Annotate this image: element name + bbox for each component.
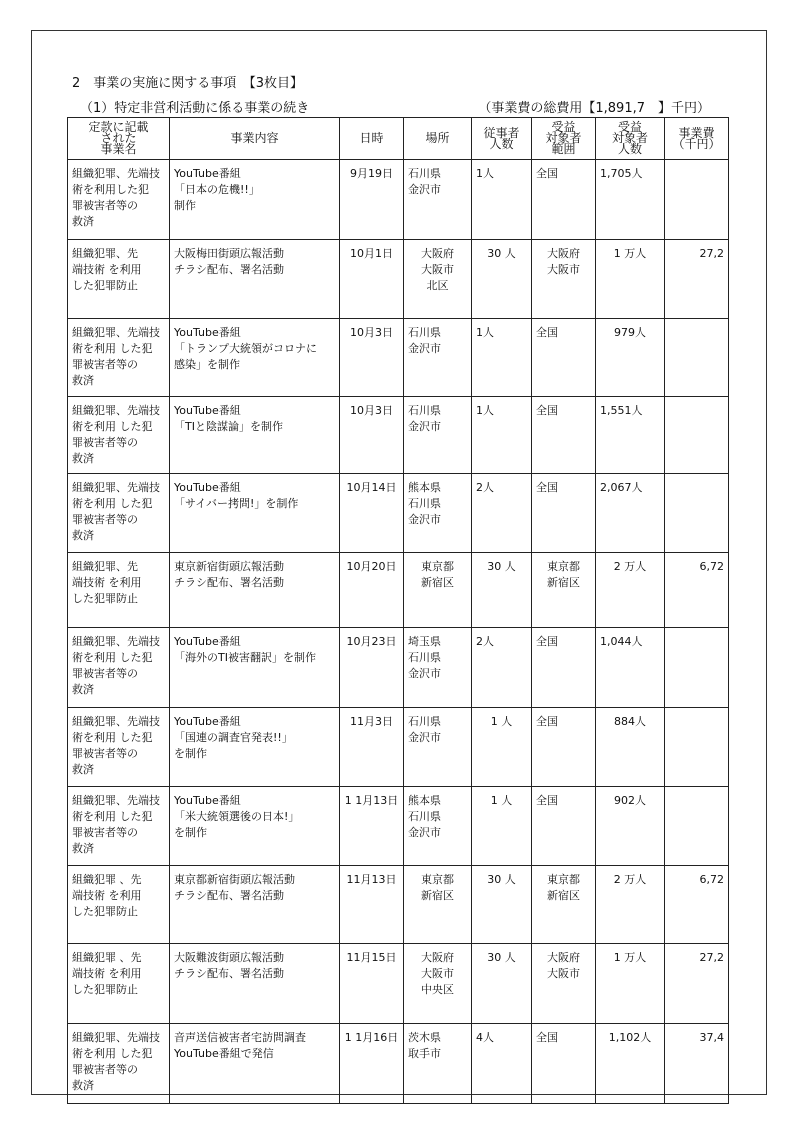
cell-date: 9月19日 xyxy=(340,160,404,240)
cell-place: 大阪府 大阪市 北区 xyxy=(404,240,472,319)
cell-staff: 30 人 xyxy=(472,240,532,319)
cell-staff: 1人 xyxy=(472,319,532,397)
cell-scope: 全国 xyxy=(532,160,596,240)
cell-date: 10月3日 xyxy=(340,397,404,474)
cell-count: 1,102人 xyxy=(596,1024,665,1104)
header-beneficiary-count: 受益 対象者 人数 xyxy=(596,118,665,160)
cell-place: 石川県 金沢市 xyxy=(404,397,472,474)
cell-project-name: 組織犯罪、先端技 術を利用 した犯 罪被害者等の 救済 xyxy=(68,787,170,866)
cell-cost: 6,72 xyxy=(665,553,729,628)
cell-scope: 大阪府 大阪市 xyxy=(532,240,596,319)
table-row xyxy=(68,866,729,944)
cell-cost xyxy=(665,397,729,474)
cell-scope: 全国 xyxy=(532,708,596,787)
cell-date: 1 1月16日 xyxy=(340,1024,404,1104)
cell-date: 1 1月13日 xyxy=(340,787,404,866)
header-date: 日時 xyxy=(340,118,404,160)
cell-count: 979人 xyxy=(596,319,665,397)
cell-staff: 30 人 xyxy=(472,866,532,944)
section-title: 2 事業の実施に関する事項 【3枚目】 xyxy=(72,76,304,91)
table-row xyxy=(68,319,729,397)
table-row xyxy=(68,628,729,708)
cell-place: 茨木県 取手市 xyxy=(404,1024,472,1104)
cell-staff: 30 人 xyxy=(472,553,532,628)
cell-content: YouTube番組 「国連の調査官発表!!」 を制作 xyxy=(170,708,340,787)
cell-count: 1,551人 xyxy=(596,397,665,474)
cell-date: 10月20日 xyxy=(340,553,404,628)
activity-table xyxy=(67,117,729,1104)
cell-count: 1,044人 xyxy=(596,628,665,708)
table-row xyxy=(68,708,729,787)
header-project-name: 定款に記載 された 事業名 xyxy=(68,118,170,160)
cell-date: 11月15日 xyxy=(340,944,404,1024)
cell-content: YouTube番組 「米大統領選後の日本!」 を制作 xyxy=(170,787,340,866)
cell-staff: 1 人 xyxy=(472,708,532,787)
cell-scope: 東京都 新宿区 xyxy=(532,866,596,944)
section-subtitle: （1）特定非営利活動に係る事業の続き xyxy=(80,101,310,116)
table-row xyxy=(68,397,729,474)
table-row xyxy=(68,944,729,1024)
cell-content: YouTube番組 「TIと陰謀論」を制作 xyxy=(170,397,340,474)
table-row xyxy=(68,240,729,319)
cell-content: YouTube番組 「海外のTI被害翻訳」を制作 xyxy=(170,628,340,708)
cell-cost: 37,4 xyxy=(665,1024,729,1104)
cell-place: 東京都 新宿区 xyxy=(404,553,472,628)
cell-content: YouTube番組 「サイバー拷問!」を制作 xyxy=(170,474,340,553)
table-row xyxy=(68,1024,729,1104)
cell-project-name: 組織犯罪、先端技 術を利用 した犯 罪被害者等の 救済 xyxy=(68,628,170,708)
cell-staff: 4人 xyxy=(472,1024,532,1104)
cell-project-name: 組織犯罪、先端技 術を利用 した犯 罪被害者等の 救済 xyxy=(68,474,170,553)
cell-content: 東京新宿街頭広報活動 チラシ配布、署名活動 xyxy=(170,553,340,628)
cell-scope: 全国 xyxy=(532,787,596,866)
cell-cost xyxy=(665,474,729,553)
cell-date: 11月3日 xyxy=(340,708,404,787)
cell-project-name: 組織犯罪 、先 端技術 を利用 した犯罪防止 xyxy=(68,944,170,1024)
cell-place: 大阪府 大阪市 中央区 xyxy=(404,944,472,1024)
cell-count: 2 万人 xyxy=(596,553,665,628)
cell-scope: 全国 xyxy=(532,1024,596,1104)
cell-scope: 全国 xyxy=(532,319,596,397)
cell-staff: 1 人 xyxy=(472,787,532,866)
cell-date: 10月3日 xyxy=(340,319,404,397)
cell-staff: 30 人 xyxy=(472,944,532,1024)
cell-date: 10月14日 xyxy=(340,474,404,553)
cell-content: 大阪梅田街頭広報活動 チラシ配布、署名活動 xyxy=(170,240,340,319)
cell-place: 石川県 金沢市 xyxy=(404,160,472,240)
cell-project-name: 組織犯罪、先端技 術を利用 した犯 罪被害者等の 救済 xyxy=(68,319,170,397)
cell-count: 2,067人 xyxy=(596,474,665,553)
cell-content: 東京都新宿街頭広報活動 チラシ配布、署名活動 xyxy=(170,866,340,944)
cell-content: 音声送信被害者宅訪問調査 YouTube番組で発信 xyxy=(170,1024,340,1104)
cell-cost xyxy=(665,628,729,708)
table-row xyxy=(68,160,729,240)
cell-project-name: 組織犯罪、先端技 術を利用 した犯 罪被害者等の 救済 xyxy=(68,397,170,474)
table-row xyxy=(68,787,729,866)
cell-cost xyxy=(665,708,729,787)
total-cost-note: （事業費の総費用【1,891,7 】千円） xyxy=(478,101,710,116)
cell-cost: 27,2 xyxy=(665,240,729,319)
cell-project-name: 組織犯罪、先 端技術 を利用 した犯罪防止 xyxy=(68,553,170,628)
cell-date: 11月13日 xyxy=(340,866,404,944)
cell-project-name: 組織犯罪、先端技 術を利用 した犯 罪被害者等の 救済 xyxy=(68,1024,170,1104)
cell-date: 10月23日 xyxy=(340,628,404,708)
cell-place: 熊本県 石川県 金沢市 xyxy=(404,787,472,866)
cell-scope: 大阪府 大阪市 xyxy=(532,944,596,1024)
cell-place: 石川県 金沢市 xyxy=(404,319,472,397)
cell-place: 東京都 新宿区 xyxy=(404,866,472,944)
header-cost: 事業費 （千円） xyxy=(665,118,729,160)
table-row xyxy=(68,474,729,553)
header-beneficiary-scope: 受益 対象者 範囲 xyxy=(532,118,596,160)
cell-count: 1 万人 xyxy=(596,944,665,1024)
cell-count: 1 万人 xyxy=(596,240,665,319)
cell-cost: 27,2 xyxy=(665,944,729,1024)
cell-project-name: 組織犯罪、先端技 術を利用 した犯 罪被害者等の 救済 xyxy=(68,708,170,787)
cell-count: 1,705人 xyxy=(596,160,665,240)
cell-project-name: 組織犯罪、先 端技術 を利用 した犯罪防止 xyxy=(68,240,170,319)
cell-project-name: 組織犯罪、先端技 術を利用した犯 罪被害者等の 救済 xyxy=(68,160,170,240)
cell-scope: 全国 xyxy=(532,628,596,708)
cell-staff: 2人 xyxy=(472,474,532,553)
table-row xyxy=(68,553,729,628)
cell-place: 熊本県 石川県 金沢市 xyxy=(404,474,472,553)
cell-cost xyxy=(665,787,729,866)
cell-staff: 2人 xyxy=(472,628,532,708)
cell-cost: 6,72 xyxy=(665,866,729,944)
cell-place: 埼玉県 石川県 金沢市 xyxy=(404,628,472,708)
cell-content: 大阪難波街頭広報活動 チラシ配布、署名活動 xyxy=(170,944,340,1024)
cell-date: 10月1日 xyxy=(340,240,404,319)
header-content: 事業内容 xyxy=(170,118,340,160)
cell-cost xyxy=(665,160,729,240)
cell-scope: 全国 xyxy=(532,397,596,474)
cell-count: 884人 xyxy=(596,708,665,787)
cell-count: 2 万人 xyxy=(596,866,665,944)
cell-cost xyxy=(665,319,729,397)
cell-content: YouTube番組 「トランプ大統領がコロナに 感染」を制作 xyxy=(170,319,340,397)
table-header-row xyxy=(68,118,729,160)
header-staff: 従事者 人数 xyxy=(472,118,532,160)
cell-scope: 東京都 新宿区 xyxy=(532,553,596,628)
cell-project-name: 組織犯罪 、先 端技術 を利用 した犯罪防止 xyxy=(68,866,170,944)
cell-scope: 全国 xyxy=(532,474,596,553)
cell-staff: 1人 xyxy=(472,397,532,474)
cell-content: YouTube番組 「日本の危機!!」 制作 xyxy=(170,160,340,240)
cell-place: 石川県 金沢市 xyxy=(404,708,472,787)
cell-count: 902人 xyxy=(596,787,665,866)
header-place: 場所 xyxy=(404,118,472,160)
cell-staff: 1人 xyxy=(472,160,532,240)
